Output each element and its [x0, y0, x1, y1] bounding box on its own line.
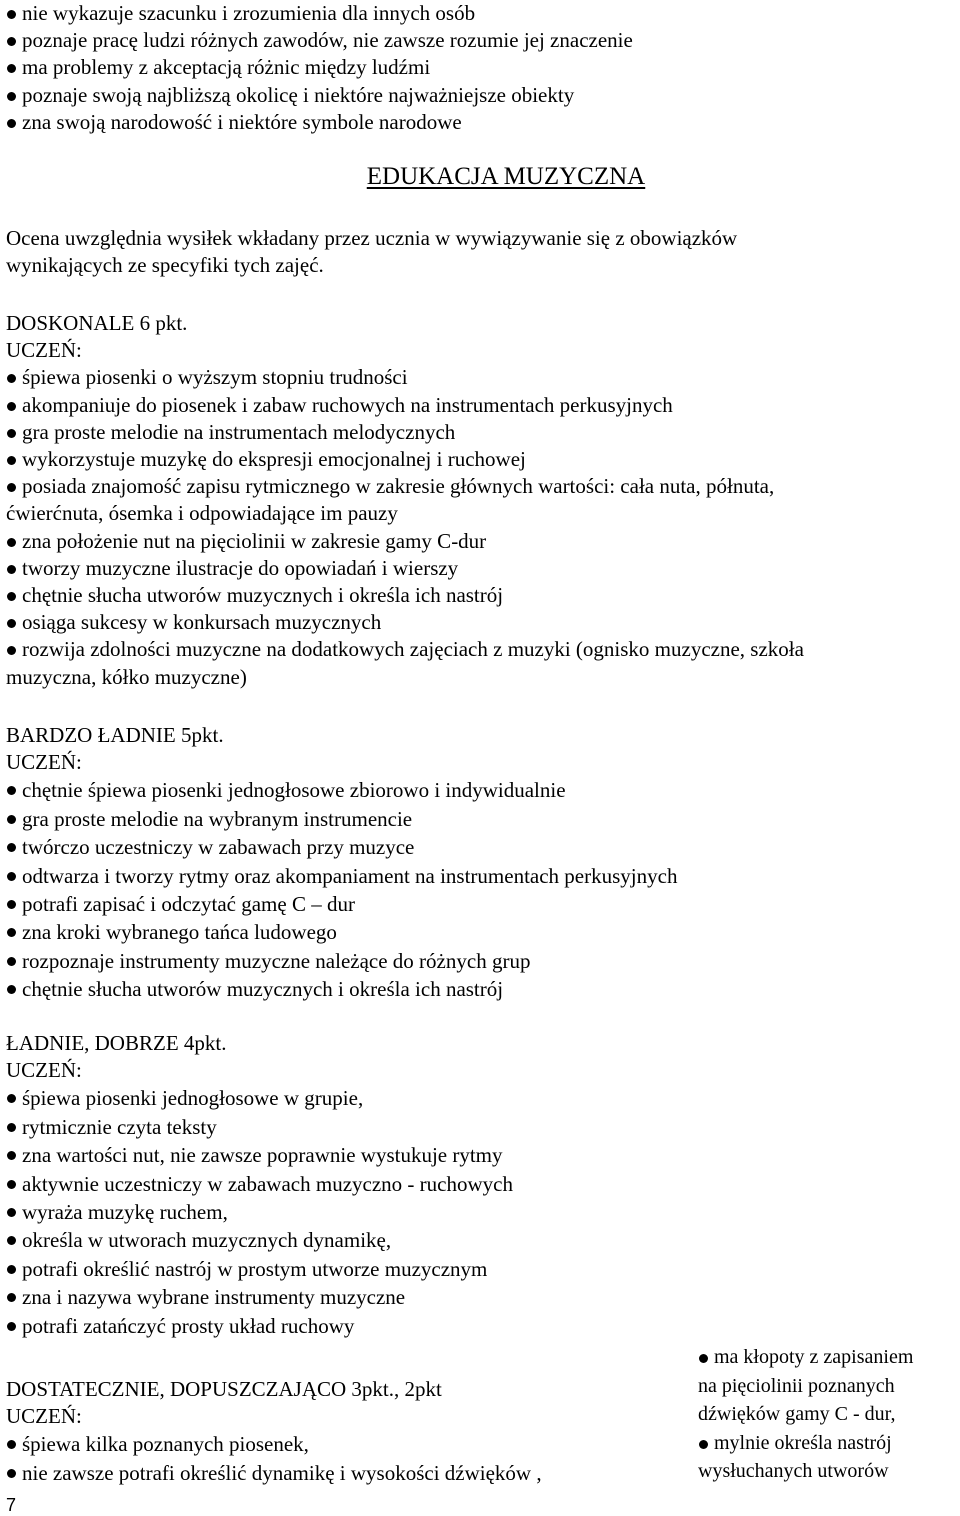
list-item-text: posiada znajomość zapisu rytmicznego w zakresie głównych wartości: cała nuta, półnuta, [22, 474, 775, 499]
criteria-list [6, 1430, 542, 1487]
list-item: rozwija zdolności muzyczne na dodatkowych zajęciach z muzyki (ognisko muzyczne, szkoła [6, 636, 804, 663]
list-item: ma problemy z akceptacją różnic między ludźmi [6, 54, 633, 81]
list-item: gra proste melodie na instrumentach melodycznych [6, 419, 804, 446]
list-item: zna położenie nut na pięciolinii w zakresie gamy C-dur [6, 528, 804, 555]
grade-section-bardzo [6, 722, 677, 1004]
list-item: tworzy muzyczne ilustracje do opowiadań i wierszy [6, 555, 804, 582]
list-item: poznaje pracę ludzi różnych zawodów, nie zawsze rozumie jej znaczenie [6, 27, 633, 54]
list-item-continuation: dźwięków gamy C - dur, [698, 1403, 896, 1425]
criteria-list [6, 776, 677, 1003]
list-item: ma kłopoty z zapisaniem [698, 1343, 960, 1372]
intro-paragraph [6, 225, 737, 279]
intro-line: Ocena uwzględnia wysiłek wkładany przez ucznia w wywiązywanie się z obowiązków [6, 226, 738, 250]
list-item: potrafi zatańczyć prosty układ ruchowy [6, 1312, 513, 1340]
list-item: chętnie słucha utworów muzycznych i określa ich nastrój [6, 582, 804, 609]
list-item: wykorzystuje muzykę do ekspresji emocjonalnej i ruchowej [6, 446, 804, 473]
list-item: chętnie śpiewa piosenki jednogłosowe zbiorowo i indywidualnie [6, 776, 677, 804]
page-number: 7 [6, 1495, 17, 1515]
list-item: zna wartości nut, nie zawsze poprawnie wystukuje rytmy [6, 1141, 513, 1169]
grade-title: BARDZO ŁADNIE 5pkt. [6, 723, 224, 747]
grade-title: ŁADNIE, DOBRZE 4pkt. [6, 1031, 227, 1055]
grade-section-dostatecznie [6, 1376, 542, 1487]
list-item: odtwarza i tworzy rytmy oraz akompaniament na instrumentach perkusyjnych [6, 862, 677, 890]
list-item: twórczo uczestniczy w zabawach przy muzyce [6, 833, 677, 861]
list-item: zna swoją narodowość i niektóre symbole narodowe [6, 109, 633, 136]
grade-section-doskonale [6, 310, 804, 691]
grade-title: DOSKONALE 6 pkt. [6, 311, 188, 335]
grade-title: DOSTATECZNIE, DOPUSZCZAJĄCO 3pkt., 2pkt [6, 1377, 442, 1401]
student-label: UCZEŃ: [6, 338, 82, 363]
criteria-list [6, 364, 804, 690]
side-bullet-list [698, 1343, 960, 1486]
list-item: chętnie słucha utworów muzycznych i określa ich nastrój [6, 975, 677, 1003]
list-item [6, 473, 804, 500]
list-item: poznaje swoją najbliższą okolicę i niektóre najważniejsze obiekty [6, 82, 633, 109]
list-item: zna i nazywa wybrane instrumenty muzyczne [6, 1283, 513, 1311]
intro-line: wynikających ze specyfiki tych zajęć. [6, 253, 324, 278]
list-item: śpiewa piosenki o wyższym stopniu trudności [6, 364, 804, 391]
student-label: UCZEŃ: [6, 1058, 82, 1083]
list-item: potrafi zapisać i odczytać gamę C – dur [6, 890, 677, 918]
list-item: osiąga sukcesy w konkursach muzycznych [6, 609, 804, 636]
list-item-continuation: ćwierćnuta, ósemka i odpowiadające im pauzy [6, 501, 398, 526]
top-bullet-list [6, 0, 633, 136]
list-item: wyraża muzykę ruchem, [6, 1198, 513, 1226]
list-item: gra proste melodie na wybranym instrumencie [6, 805, 677, 833]
student-label: UCZEŃ: [6, 1404, 82, 1429]
list-item-continuation: wysłuchanych utworów [698, 1460, 889, 1482]
list-item: aktywnie uczestniczy w zabawach muzyczno - ruchowych [6, 1170, 513, 1198]
list-item-continuation: na pięciolinii poznanych [698, 1374, 895, 1397]
list-item: nie wykazuje szacunku i zrozumienia dla innych osób [6, 0, 633, 27]
list-item: akompaniuje do piosenek i zabaw ruchowych na instrumentach perkusyjnych [6, 392, 804, 419]
list-item: śpiewa piosenki jednogłosowe w grupie, [6, 1084, 513, 1112]
list-item: śpiewa kilka poznanych piosenek, [6, 1430, 542, 1458]
criteria-list [6, 1084, 513, 1340]
list-item: określa w utworach muzycznych dynamikę, [6, 1226, 513, 1254]
list-item: nie zawsze potrafi określić dynamikę i wysokości dźwięków , [6, 1459, 542, 1487]
list-item: rytmicznie czyta teksty [6, 1113, 513, 1141]
section-heading: EDUKACJA MUZYCZNA [366, 163, 646, 190]
list-item-continuation: muzyczna, kółko muzyczne) [6, 664, 247, 689]
list-item: mylnie określa nastrój [698, 1429, 960, 1458]
student-label: UCZEŃ: [6, 750, 82, 775]
grade-section-ladnie [6, 1030, 513, 1340]
side-column [698, 1343, 960, 1486]
list-item: potrafi określić nastrój w prostym utworze muzycznym [6, 1255, 513, 1283]
list-item: rozpoznaje instrumenty muzyczne należące do różnych grup [6, 947, 677, 975]
list-item: zna kroki wybranego tańca ludowego [6, 918, 677, 946]
